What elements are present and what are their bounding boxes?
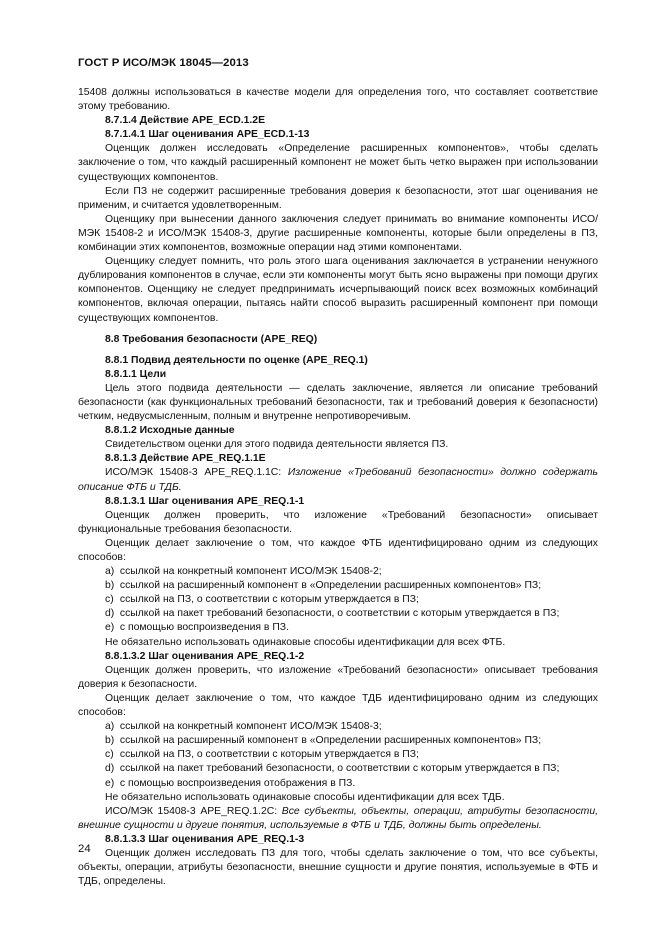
paragraph: Оценщику при вынесении данного заключения следует принимать во внимание компоненты ИСО/МЭК 15408-2 и ИСО/МЭК 15408-3, другие расширенные компоненты, которые были определены в ПЗ, комбинации этих компонентов, возможные операции над этими компонентами. xyxy=(78,213,598,254)
section-heading: 8.8 Требования безопасности (APE_REQ) xyxy=(105,333,318,345)
list-ftb-methods xyxy=(78,565,598,635)
paragraph: Цель этого подвида деятельности — сделать заключение, является ли описание требований безопасности (как функциональных требований безопасности, так и требований доверия к безопасности) четким, недвусмысленным, полным и внутренне непротиворечивым. xyxy=(78,382,598,423)
section-heading: 8.8.1.3.3 Шаг оценивания APE_REQ.1-3 xyxy=(105,833,305,845)
section-heading: 8.8.1.3.1 Шаг оценивания APE_REQ.1-1 xyxy=(105,495,305,507)
list-item: a) ссылкой на конкретный компонент ИСО/МЭК 15408-3; xyxy=(105,721,382,733)
section-heading: 8.8.1.1 Цели xyxy=(105,368,167,380)
list-item: b) ссылкой на расширенный компонент в «Определении расширенных компонентов» ПЗ; xyxy=(105,580,542,592)
list-item: e) с помощью воспроизведения отображения в ПЗ. xyxy=(105,777,356,789)
list-item: b) ссылкой на расширенный компонент в «Определении расширенных компонентов» ПЗ; xyxy=(105,735,542,747)
paragraph: Оценщик делает заключение о том, что каждое ФТБ идентифицировано одним из следующих способов: xyxy=(78,537,598,563)
page-body xyxy=(78,86,598,889)
paragraph: Оценщик должен исследовать ПЗ для того, чтобы сделать заключение о том, что все субъекты, объекты, операции, атрибуты безопасности, внешние сущности и другие понятия, используемые в ФТБ и ТДБ, определены. xyxy=(78,847,598,888)
requirement-ref: ИСО/МЭК 15408-3 APE_REQ.1.1C: xyxy=(105,467,282,479)
requirement-ref: ИСО/МЭК 15408-3 APE_REQ.1.2C: xyxy=(105,805,278,817)
paragraph: Оценщик делает заключение о том, что каждое ТДБ идентифицировано одним из следующих способов: xyxy=(78,692,598,719)
list-item: c) ссылкой на ПЗ, о соответствии с которым утверждается в ПЗ; xyxy=(105,594,419,606)
page-header: ГОСТ Р ИСО/МЭК 18045—2013 xyxy=(78,57,249,69)
section-heading: 8.7.1.4.1 Шаг оценивания APE_ECD.1-13 xyxy=(105,129,310,141)
paragraph: Свидетельством оценки для этого подвида деятельности является ПЗ. xyxy=(105,439,449,451)
paragraph: Если ПЗ не содержит расширенные требования доверия к безопасности, этот шаг оценивания не применим, и считается удовлетворенным. xyxy=(78,185,598,211)
paragraph: Не обязательно использовать одинаковые способы идентификации для всех ФТБ. xyxy=(105,636,506,648)
section-heading: 8.8.1 Подвид деятельности по оценке (APE_REQ.1) xyxy=(105,354,368,366)
list-item: a) ссылкой на конкретный компонент ИСО/МЭК 15408-2; xyxy=(105,566,382,578)
list-item: d) ссылкой на пакет требований безопасности, о соответствии с которым утверждается в ПЗ; xyxy=(105,608,560,620)
section-heading: 8.8.1.2 Исходные данные xyxy=(105,425,235,437)
list-item: d) ссылкой на пакет требований безопасности, о соответствии с которым утверждается в ПЗ; xyxy=(105,763,560,775)
section-heading: 8.7.1.4 Действие APE_ECD.1.2E xyxy=(105,115,266,127)
paragraph: Оценщик должен проверить, что изложение «Требований безопасности» описывает требования доверия к безопасности. xyxy=(78,664,598,690)
list-item: e) с помощью воспроизведения в ПЗ. xyxy=(105,622,289,634)
page-number: 24 xyxy=(78,843,91,855)
list-tdb-methods xyxy=(78,720,598,790)
paragraph: Оценщик должен исследовать «Определение расширенных компонентов», чтобы сделать заключение о том, что каждый расширенный компонент не может быть четко выражен при использовании существующих компонентов. xyxy=(78,143,598,183)
list-item: c) ссылкой на ПЗ, о соответствии с которым утверждается в ПЗ; xyxy=(105,749,419,761)
paragraph xyxy=(78,466,598,494)
paragraph xyxy=(78,805,598,833)
requirement-text: Все субъекты, объекты, операции, атрибуты безопасности, внешние сущности и другие понятия, используемые в ФТБ и ТДБ, должны быть определены. xyxy=(78,805,598,831)
requirement-text: Изложение «Требований безопасности» должно содержать описание ФТБ и ТДБ. xyxy=(78,467,598,493)
section-heading: 8.8.1.3.2 Шаг оценивания APE_REQ.1-2 xyxy=(105,650,305,662)
paragraph: Не обязательно использовать одинаковые способы идентификации для всех ТДБ. xyxy=(105,791,505,803)
paragraph: Оценщик должен проверить, что изложение «Требований безопасности» описывает функциональные требования безопасности. xyxy=(78,509,598,535)
paragraph: 15408 должны использоваться в качестве модели для определения того, что составляет соответствие этому требованию. xyxy=(78,87,598,113)
section-heading: 8.8.1.3 Действие APE_REQ.1.1E xyxy=(105,453,266,465)
paragraph: Оценщику следует помнить, что роль этого шага оценивания заключается в устранении ненужного дублирования компонентов в случае, если эти компоненты могут быть ясно выражены при помощи других компонентов. Оценщику не следует предпринимать исчерпывающий поиск всех возможных комбинаций компонентов, включая операции, пытаясь найти способ выразить расширенный компонент при помощи существующих компонентов. xyxy=(78,256,598,324)
